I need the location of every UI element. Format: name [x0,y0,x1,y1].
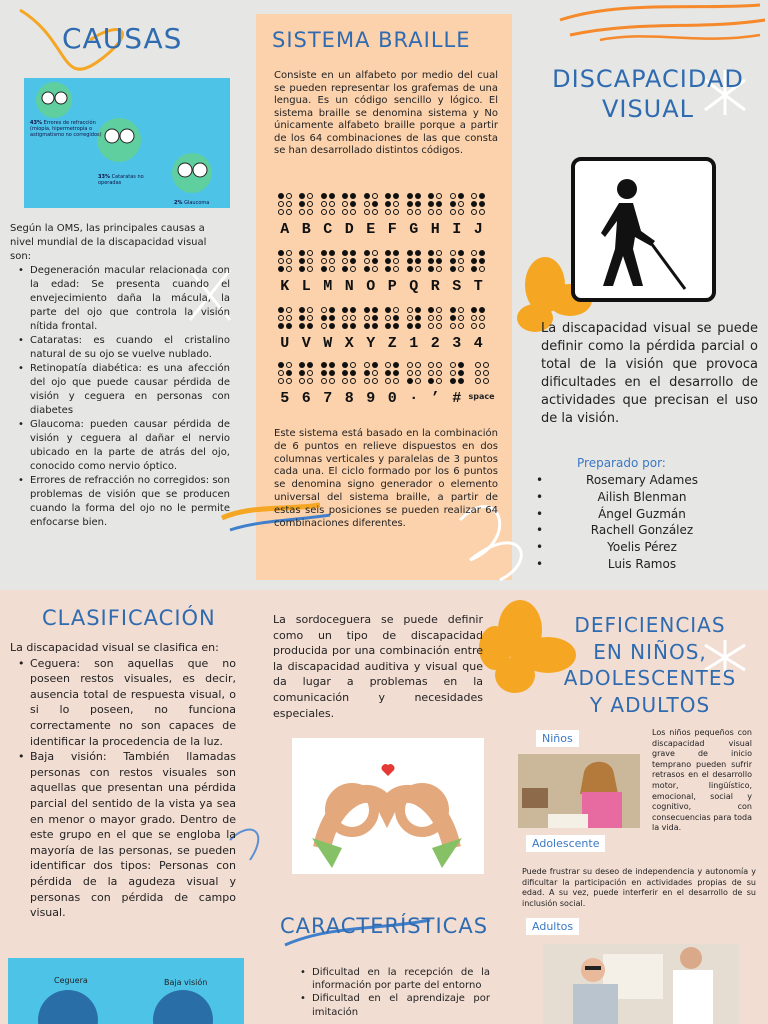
braille-letter: S [452,278,462,295]
clasificacion-intro: La discapacidad visual se clasifica en: [10,641,219,654]
deficiencias-title [538,612,762,718]
author-name: • Rachell González [536,522,736,539]
braille-letter: ’ [430,390,440,407]
braille-letter: # [452,390,462,407]
braille-letter: R [430,278,440,295]
blind-person-icon [571,157,716,302]
braille-letter: D [344,221,354,238]
braille-letter: W [323,335,333,352]
child-photo [518,754,640,828]
causas-list-item: • Retinopatía diabética: es una afección del ojo que puede causar pérdida de visión y ceguera en personas con diabetes [18,362,230,418]
deficiencias-title-line: ADOLESCENTES [563,666,737,690]
discapacidad-title-line2: VISUAL [601,95,695,123]
prepared-by-label: Preparado por: [577,456,666,470]
causas-chart-text-1: Errores de refracción (miopía, hipermetropía o astigmatismo no corregidos) [30,120,102,138]
braille-letter: X [344,335,354,352]
braille-letter: H [430,221,440,238]
causas-chart-text-3: Glaucoma [184,200,210,206]
braille-letter: J [473,221,483,238]
hands-sign-image [292,738,484,874]
braille-letter: 9 [366,390,376,407]
adult-photo [543,944,739,1024]
braille-letter: 0 [387,390,397,407]
image-label-baja-vision: Baja visión [164,978,208,987]
braille-letter: 1 [409,335,419,352]
braille-body: Este sistema está basado en la combinación de 6 puntos en relieve dispuestos en dos columnas verticales y paralelas de 3 puntos cada una. El ciclo formado por los 6 puntos se denomina signo generador o elemento universal del sistema braille, a partir de estas seis posiciones se pueden realizar 64 combinaciones diferentes. [274,428,498,529]
authors-list [536,472,736,573]
author-name: • Luis Ramos [536,556,736,573]
braille-letter: L [301,278,311,295]
causas-list-item: • Glaucoma: pueden causar pérdida de visión y ceguera al dañar el nervio ubicado en la parte de atrás del ojo, conocido como nervio óptico. [18,418,230,474]
discapacidad-definition: La discapacidad visual se puede definir como la pérdida parcial o total de la visión que provoca dificultades en el desarrollo de actividades que precisan el uso de la visión. [541,321,758,426]
causas-chart-percent-2: 33% [98,174,110,180]
label-adolescente: Adolescente [526,835,605,852]
braille-letter: A [280,221,290,238]
caracteristicas-list-item: • Dificultad en la recepción de la información por parte del entorno [300,966,490,992]
braille-letter: Q [409,278,419,295]
causas-list [18,264,230,530]
braille-letter: · [409,390,419,407]
braille-space-label: space [468,392,495,401]
author-name: • Ailish Blenman [536,489,736,506]
caracteristicas-list-item: • Dificultad en el aprendizaje por imitación [300,992,490,1018]
image-label-ceguera: Ceguera [54,976,88,985]
braille-letter: Z [387,335,397,352]
adolescente-text: Puede frustrar su deseo de independencia y autonomía y dificultar la participación en actividades propias de su edad. A su vez, puede interferir en el desarrollo de su inclusión social. [522,867,756,908]
label-adultos: Adultos [526,918,579,935]
causas-list-item: • Degeneración macular relacionada con la edad: Se presenta cuando el envejecimiento daña la mácula, la parte del ojo que controla la visión nítida frontal. [18,264,230,334]
braille-letter: C [323,221,333,238]
deficiencias-title-line: EN NIÑOS, [593,639,707,664]
causas-list-item: • Cataratas: es cuando el cristalino natural de su ojo se vuelve nublado. [18,334,230,362]
braille-row-4 [274,362,496,407]
braille-letter: T [473,278,483,295]
ceguera-baja-vision-image [8,958,244,1024]
braille-letter: 3 [452,335,462,352]
eye-characters-illustration [24,78,230,208]
causas-title: CAUSAS [62,22,183,55]
braille-title: SISTEMA BRAILLE [272,28,471,52]
braille-letter: Y [366,335,376,352]
braille-letter: M [323,278,333,295]
clasificacion-list [18,656,236,921]
caracteristicas-list [300,966,490,1019]
label-ninos: Niños [536,730,579,747]
braille-row-3 [274,307,489,352]
author-name: • Yoelis Pérez [536,539,736,556]
causas-intro: Según la OMS, las principales causas a nivel mundial de la discapacidad visual son: [10,223,207,262]
causas-chart-image [24,78,230,208]
braille-letter: N [344,278,354,295]
braille-row-2 [274,250,489,295]
child-photo-illustration [518,754,640,828]
deficiencias-title-line: Y ADULTOS [589,692,711,717]
causas-chart-percent-3: 2% [174,200,183,206]
deficiencias-title-line: DEFICIENCIAS [574,613,726,637]
braille-letter: 4 [473,335,483,352]
braille-letter: 7 [323,390,333,407]
braille-letter: E [366,221,376,238]
braille-letter: U [280,335,290,352]
braille-intro: Consiste en un alfabeto por medio del cual se pueden representar los grafemas de una lengua. Es un código sencillo y lógico. El sistema braille se denomina sistema y No únicamente alfabeto braille porque a partir de los 64 combinaciones de las que consta se han desarrollado distintos códigos. [274,70,498,156]
hands-illustration [292,738,484,874]
adult-photo-illustration [543,944,739,1024]
causas-chart-percent-1: 43% [30,120,42,126]
braille-letter: 2 [430,335,440,352]
caracteristicas-title: CARACTERÍSTICAS [280,914,489,938]
braille-row-1 [274,193,489,238]
author-name: • Rosemary Adames [536,472,736,489]
braille-letter: K [280,278,290,295]
discapacidad-title [548,64,748,124]
author-name: • Ángel Guzmán [536,506,736,523]
ninos-text: Los niños pequeños con discapacidad visual grave de inicio temprano pueden sufrir retrasos en el desarrollo motor, lingüístico, emocional, social y cognitivo, con consecuencias para toda la vida. [652,728,752,833]
braille-letter: G [409,221,419,238]
sordoceguera-text: La sordoceguera se puede definir como un tipo de discapacidad producida por una combinación entre la discapacidad auditiva y visual que da lugar a problemas en la comunicación y necesidades especiales. [273,613,483,720]
braille-letter: 6 [301,390,311,407]
discapacidad-title-line1: DISCAPACIDAD [552,65,744,93]
causas-list-item: • Errores de refracción no corregidos: son problemas de visión que se producen cuando la forma del ojo no le permite enfocarse bien. [18,474,230,530]
braille-letter: 8 [344,390,354,407]
braille-letter: 5 [280,390,290,407]
braille-letter: F [387,221,397,238]
braille-letter: P [387,278,397,295]
clasificacion-list-item: • Ceguera: son aquellas que no poseen restos visuales, es decir, ausencia total de respuesta visual, o si lo poseen, no funciona correctamente no son capaces de identificar la procedencia de la luz. [18,656,236,750]
braille-letter: B [301,221,311,238]
clasificacion-list-item: • Baja visión: También llamadas personas con restos visuales son aquellas que presentan una pérdida parcial del sentido de la vista ya sea en menor o mayor grado. Dentro de este grupo en el que se engloba la mayoría de las personas, se pueden identificar dos tipos: Personas con pérdida de la agudeza visual y personas con pérdida de campo visual. [18,749,236,921]
causas-chart-text-2: Cataratas no operadas [98,174,144,186]
braille-letter: V [301,335,311,352]
braille-letter: I [452,221,462,238]
clasificacion-title: CLASIFICACIÓN [42,606,216,630]
braille-letter: O [366,278,376,295]
